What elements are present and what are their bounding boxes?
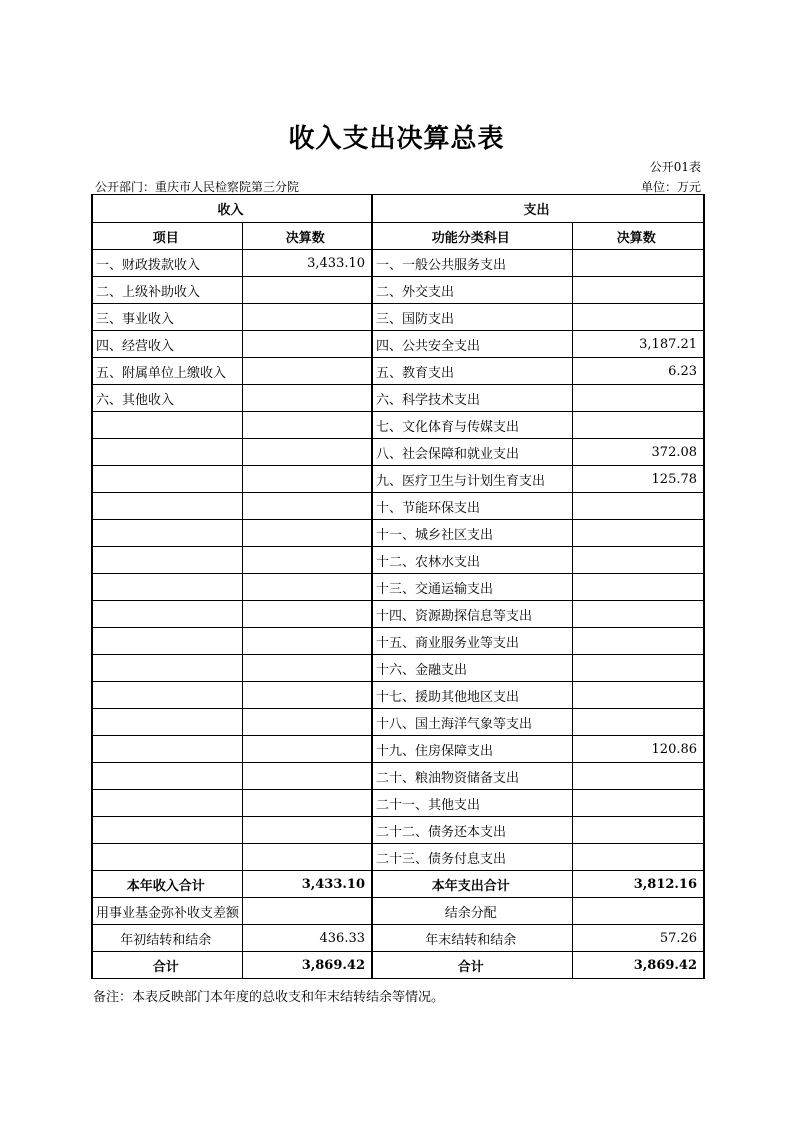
income-amount-cell	[242, 520, 372, 547]
sum-expense-amount: 3,869.42	[572, 952, 704, 979]
expense-amount-cell	[572, 763, 704, 790]
expense-item-cell: 十三、交通运输支出	[372, 574, 572, 601]
unit-label: 单位：万元	[640, 180, 701, 194]
income-item-cell	[92, 466, 242, 493]
expense-amount-cell	[572, 574, 704, 601]
column-header-row	[92, 223, 704, 250]
year-income-label: 本年收入合计	[92, 871, 242, 898]
expense-item-cell: 四、公共安全支出	[372, 331, 572, 358]
income-item-cell: 六、其他收入	[92, 385, 242, 412]
income-amount-cell	[242, 763, 372, 790]
income-item-cell	[92, 547, 242, 574]
sum-expense-label: 合计	[372, 952, 572, 979]
table-row	[92, 817, 704, 844]
expense-amount-cell	[572, 547, 704, 574]
expense-item-cell: 十八、国土海洋气象等支出	[372, 709, 572, 736]
income-amount-cell	[242, 628, 372, 655]
department-label: 公开部门：重庆市人民检察院第三分院	[95, 180, 300, 194]
income-amount-cell	[242, 385, 372, 412]
begin-balance-amount: 436.33	[242, 925, 372, 952]
totals-row	[92, 898, 704, 925]
table-row	[92, 520, 704, 547]
income-item-cell	[92, 493, 242, 520]
expense-amount-cell: 3,187.21	[572, 331, 704, 358]
totals-row	[92, 871, 704, 898]
expense-header: 支出	[372, 195, 704, 223]
amount2-header: 决算数	[572, 223, 704, 250]
income-item-cell	[92, 628, 242, 655]
table-row	[92, 682, 704, 709]
income-item-cell	[92, 817, 242, 844]
expense-amount-cell	[572, 412, 704, 439]
table-row	[92, 628, 704, 655]
begin-balance-label: 年初结转和结余	[92, 925, 242, 952]
year-expense-total: 3,812.16	[572, 871, 704, 898]
expense-item-cell: 二十三、债务付息支出	[372, 844, 572, 871]
expense-item-cell: 十二、农林水支出	[372, 547, 572, 574]
income-item-cell	[92, 574, 242, 601]
expense-amount-cell	[572, 277, 704, 304]
func-item-header: 功能分类科目	[372, 223, 572, 250]
table-row	[92, 574, 704, 601]
income-item-cell: 一、财政拨款收入	[92, 250, 242, 277]
footnote: 备注：本表反映部门本年度的总收支和年末结转结余等情况。	[93, 990, 445, 1005]
income-item-cell	[92, 844, 242, 871]
expense-amount-cell	[572, 790, 704, 817]
expense-amount-cell	[572, 601, 704, 628]
fund-label: 用事业基金弥补收支差额	[92, 898, 242, 925]
table-row	[92, 439, 704, 466]
expense-amount-cell	[572, 844, 704, 871]
expense-item-cell: 十四、资源勘探信息等支出	[372, 601, 572, 628]
year-income-total: 3,433.10	[242, 871, 372, 898]
income-amount-cell	[242, 304, 372, 331]
expense-amount-cell: 6.23	[572, 358, 704, 385]
income-header: 收入	[92, 195, 372, 223]
table-row	[92, 736, 704, 763]
table-row	[92, 412, 704, 439]
income-amount-cell	[242, 682, 372, 709]
table-row	[92, 547, 704, 574]
table-row	[92, 304, 704, 331]
expense-item-cell: 十九、住房保障支出	[372, 736, 572, 763]
income-item-cell	[92, 439, 242, 466]
income-amount-cell	[242, 844, 372, 871]
expense-amount-cell	[572, 385, 704, 412]
income-amount-cell: 3,433.10	[242, 250, 372, 277]
expense-item-cell: 七、文化体育与传媒支出	[372, 412, 572, 439]
form-code: 公开01表	[649, 160, 701, 174]
income-item-cell	[92, 601, 242, 628]
table-row	[92, 466, 704, 493]
fund-amount	[242, 898, 372, 925]
income-item-cell: 二、上级补助收入	[92, 277, 242, 304]
income-amount-cell	[242, 574, 372, 601]
income-amount-cell	[242, 547, 372, 574]
expense-amount-cell	[572, 709, 704, 736]
table-row	[92, 250, 704, 277]
income-amount-cell	[242, 817, 372, 844]
expense-amount-cell	[572, 520, 704, 547]
table-row	[92, 331, 704, 358]
income-amount-cell	[242, 709, 372, 736]
item-header: 项目	[92, 223, 242, 250]
section-header-row	[92, 195, 704, 223]
expense-amount-cell	[572, 628, 704, 655]
expense-item-cell: 二十二、债务还本支出	[372, 817, 572, 844]
end-balance-label: 年末结转和结余	[372, 925, 572, 952]
income-amount-cell	[242, 277, 372, 304]
sum-income-label: 合计	[92, 952, 242, 979]
income-item-cell: 三、事业收入	[92, 304, 242, 331]
expense-item-cell: 九、医疗卫生与计划生育支出	[372, 466, 572, 493]
expense-item-cell: 十五、商业服务业等支出	[372, 628, 572, 655]
expense-item-cell: 二、外交支出	[372, 277, 572, 304]
income-item-cell	[92, 520, 242, 547]
table-row	[92, 358, 704, 385]
income-item-cell	[92, 763, 242, 790]
surplus-amount	[572, 898, 704, 925]
table-row	[92, 277, 704, 304]
income-item-cell	[92, 709, 242, 736]
income-amount-cell	[242, 466, 372, 493]
income-amount-cell	[242, 331, 372, 358]
expense-amount-cell	[572, 304, 704, 331]
table-row	[92, 844, 704, 871]
expense-amount-cell	[572, 682, 704, 709]
income-expense-table	[91, 194, 705, 979]
expense-item-cell: 十六、金融支出	[372, 655, 572, 682]
page-title: 收入支出决算总表	[288, 124, 505, 154]
amount-header: 决算数	[242, 223, 372, 250]
income-amount-cell	[242, 493, 372, 520]
totals-row	[92, 952, 704, 979]
income-amount-cell	[242, 412, 372, 439]
income-item-cell	[92, 682, 242, 709]
table-row	[92, 790, 704, 817]
income-item-cell	[92, 655, 242, 682]
expense-amount-cell: 372.08	[572, 439, 704, 466]
income-item-cell	[92, 736, 242, 763]
end-balance-amount: 57.26	[572, 925, 704, 952]
expense-item-cell: 十、节能环保支出	[372, 493, 572, 520]
expense-item-cell: 二十、粮油物资储备支出	[372, 763, 572, 790]
table-row	[92, 385, 704, 412]
table-row	[92, 709, 704, 736]
expense-item-cell: 十七、援助其他地区支出	[372, 682, 572, 709]
expense-item-cell: 十一、城乡社区支出	[372, 520, 572, 547]
income-item-cell	[92, 790, 242, 817]
income-amount-cell	[242, 601, 372, 628]
income-amount-cell	[242, 358, 372, 385]
expense-item-cell: 五、教育支出	[372, 358, 572, 385]
expense-amount-cell	[572, 655, 704, 682]
year-expense-label: 本年支出合计	[372, 871, 572, 898]
income-amount-cell	[242, 790, 372, 817]
expense-amount-cell	[572, 250, 704, 277]
expense-item-cell: 八、社会保障和就业支出	[372, 439, 572, 466]
sum-income-amount: 3,869.42	[242, 952, 372, 979]
expense-amount-cell	[572, 817, 704, 844]
expense-amount-cell	[572, 493, 704, 520]
table-row	[92, 601, 704, 628]
expense-amount-cell: 120.86	[572, 736, 704, 763]
expense-amount-cell: 125.78	[572, 466, 704, 493]
totals-row	[92, 925, 704, 952]
income-item-cell: 五、附属单位上缴收入	[92, 358, 242, 385]
expense-item-cell: 二十一、其他支出	[372, 790, 572, 817]
income-amount-cell	[242, 736, 372, 763]
expense-item-cell: 六、科学技术支出	[372, 385, 572, 412]
income-item-cell: 四、经营收入	[92, 331, 242, 358]
expense-item-cell: 三、国防支出	[372, 304, 572, 331]
table-row	[92, 763, 704, 790]
table-row	[92, 493, 704, 520]
income-amount-cell	[242, 439, 372, 466]
income-amount-cell	[242, 655, 372, 682]
income-item-cell	[92, 412, 242, 439]
table-row	[92, 655, 704, 682]
expense-item-cell: 一、一般公共服务支出	[372, 250, 572, 277]
surplus-label: 结余分配	[372, 898, 572, 925]
